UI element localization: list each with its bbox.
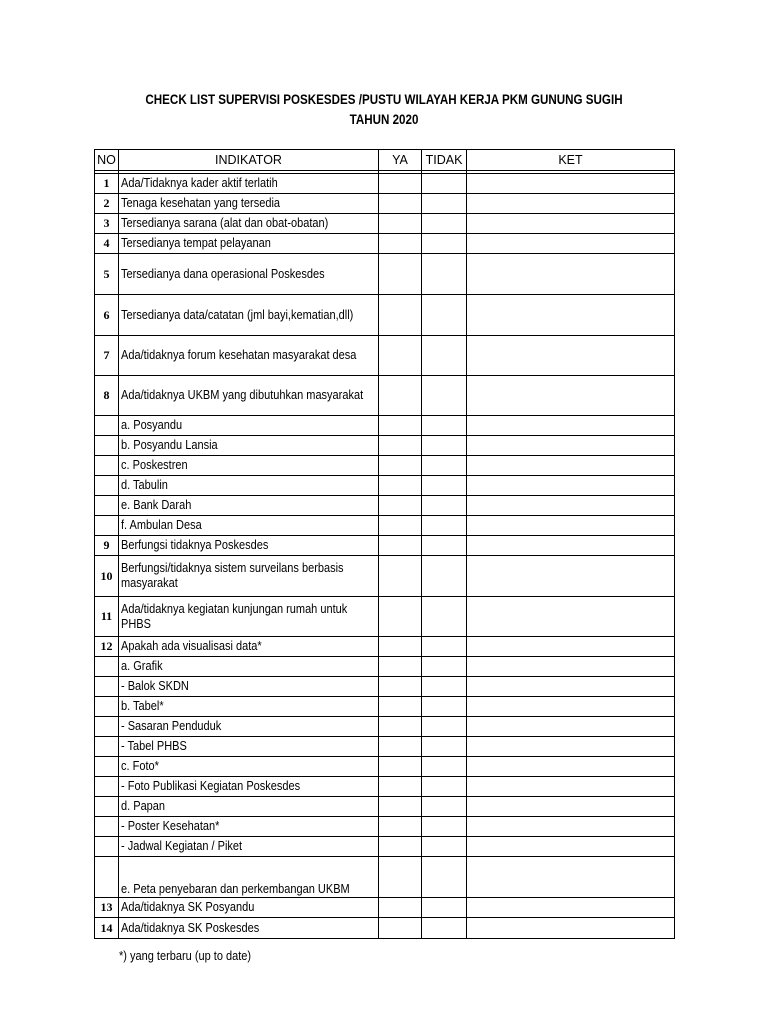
table-row	[95, 254, 675, 295]
table-row	[95, 516, 675, 536]
tidak-cell[interactable]	[422, 556, 467, 597]
indikator-text: Ada/tidaknya SK Poskesdes	[121, 920, 260, 935]
header-no: NO	[95, 150, 119, 171]
row-number: 2	[95, 194, 119, 214]
row-number	[95, 857, 119, 898]
row-number: 1	[95, 174, 119, 194]
row-number: 5	[95, 254, 119, 295]
ket-cell[interactable]	[467, 416, 675, 436]
ya-cell[interactable]	[379, 697, 422, 717]
ket-cell[interactable]	[467, 918, 675, 939]
indikator-text: e. Bank Darah	[121, 498, 192, 512]
ket-cell[interactable]	[467, 234, 675, 254]
row-number	[95, 677, 119, 697]
tidak-cell[interactable]	[422, 777, 467, 797]
row-indikator	[119, 536, 379, 556]
table-row	[95, 837, 675, 857]
table-row	[95, 336, 675, 376]
ket-cell[interactable]	[467, 295, 675, 336]
ket-cell[interactable]	[467, 777, 675, 797]
header-ket: KET	[467, 150, 675, 171]
table-row	[95, 536, 675, 556]
indikator-text: a. Posyandu	[121, 418, 183, 432]
indikator-text: Tersedianya dana operasional Poskesdes	[121, 266, 325, 281]
table-row	[95, 456, 675, 476]
row-number: 8	[95, 376, 119, 416]
row-indikator	[119, 556, 379, 597]
tidak-cell[interactable]	[422, 214, 467, 234]
ket-cell[interactable]	[467, 194, 675, 214]
tidak-cell[interactable]	[422, 898, 467, 918]
indikator-text: - Jadwal Kegiatan / Piket	[121, 839, 243, 853]
indikator-text: b. Posyandu Lansia	[121, 438, 218, 452]
table-row	[95, 436, 675, 456]
tidak-cell[interactable]	[422, 717, 467, 737]
table-row	[95, 214, 675, 234]
table-row	[95, 194, 675, 214]
ket-cell[interactable]	[467, 174, 675, 194]
indikator-text: - Sasaran Penduduk	[121, 719, 222, 733]
indikator-text: Ada/Tidaknya kader aktif terlatih	[121, 176, 278, 190]
row-indikator	[119, 254, 379, 295]
indikator-text: Tersedianya tempat pelayanan	[121, 236, 271, 250]
tidak-cell[interactable]	[422, 697, 467, 717]
tidak-cell[interactable]	[422, 456, 467, 476]
indikator-text: Tersedianya data/catatan (jml bayi,kematian,dll)	[121, 307, 354, 322]
row-number	[95, 717, 119, 737]
row-number	[95, 837, 119, 857]
row-indikator	[119, 416, 379, 436]
ya-cell[interactable]	[379, 657, 422, 677]
table-row	[95, 717, 675, 737]
table-row	[95, 496, 675, 516]
row-number	[95, 757, 119, 777]
ya-cell[interactable]	[379, 295, 422, 336]
ya-cell[interactable]	[379, 677, 422, 697]
tidak-cell[interactable]	[422, 234, 467, 254]
row-indikator	[119, 817, 379, 837]
row-indikator	[119, 918, 379, 939]
table-row	[95, 817, 675, 837]
tidak-cell[interactable]	[422, 797, 467, 817]
tidak-cell[interactable]	[422, 657, 467, 677]
ket-cell[interactable]	[467, 837, 675, 857]
table-row	[95, 777, 675, 797]
ya-cell[interactable]	[379, 376, 422, 416]
table-row	[95, 295, 675, 336]
ya-cell[interactable]	[379, 857, 422, 898]
row-indikator	[119, 194, 379, 214]
row-indikator	[119, 496, 379, 516]
row-indikator	[119, 857, 379, 898]
ket-cell[interactable]	[467, 436, 675, 456]
ket-cell[interactable]	[467, 597, 675, 637]
ket-cell[interactable]	[467, 556, 675, 597]
row-number	[95, 797, 119, 817]
table-row	[95, 797, 675, 817]
ya-cell[interactable]	[379, 797, 422, 817]
row-indikator	[119, 797, 379, 817]
tidak-cell[interactable]	[422, 194, 467, 214]
row-indikator	[119, 637, 379, 657]
ya-cell[interactable]	[379, 194, 422, 214]
document-title: CHECK LIST SUPERVISI POSKESDES /PUSTU WILAYAH KERJA PKM GUNUNG SUGIH	[145, 92, 623, 107]
ket-cell[interactable]	[467, 898, 675, 918]
tidak-cell[interactable]	[422, 637, 467, 657]
indikator-text: Ada/tidaknya forum kesehatan masyarakat desa	[121, 348, 357, 362]
row-number: 10	[95, 556, 119, 597]
ket-cell[interactable]	[467, 516, 675, 536]
tidak-cell[interactable]	[422, 817, 467, 837]
indikator-text: Ada/tidaknya UKBM yang dibutuhkan masyarakat	[121, 388, 364, 402]
row-number	[95, 777, 119, 797]
table-row	[95, 476, 675, 496]
indikator-text: d. Papan	[121, 799, 166, 813]
row-indikator	[119, 476, 379, 496]
tidak-cell[interactable]	[422, 536, 467, 556]
ya-cell[interactable]	[379, 717, 422, 737]
table-header-row	[95, 150, 675, 171]
checklist-table	[94, 149, 675, 939]
indikator-text: Ada/tidaknya kegiatan kunjungan rumah untuk PHBS	[121, 601, 348, 631]
row-indikator	[119, 214, 379, 234]
ya-cell[interactable]	[379, 757, 422, 777]
table-row	[95, 918, 675, 939]
row-number	[95, 516, 119, 536]
row-indikator	[119, 737, 379, 757]
row-indikator	[119, 376, 379, 416]
ya-cell[interactable]	[379, 234, 422, 254]
ket-cell[interactable]	[467, 737, 675, 757]
ya-cell[interactable]	[379, 516, 422, 536]
row-number: 14	[95, 918, 119, 939]
row-number: 9	[95, 536, 119, 556]
row-number	[95, 697, 119, 717]
tidak-cell[interactable]	[422, 918, 467, 939]
indikator-text: Tersedianya sarana (alat dan obat-obatan)	[121, 216, 329, 230]
ket-cell[interactable]	[467, 797, 675, 817]
footnote: *) yang terbaru (up to date)	[119, 949, 252, 963]
ya-cell[interactable]	[379, 254, 422, 295]
row-indikator	[119, 757, 379, 777]
ket-cell[interactable]	[467, 536, 675, 556]
ket-cell[interactable]	[467, 496, 675, 516]
header-indikator: INDIKATOR	[119, 150, 379, 171]
row-number	[95, 476, 119, 496]
indikator-text: c. Foto*	[121, 759, 159, 773]
row-indikator	[119, 717, 379, 737]
table-row	[95, 757, 675, 777]
ket-cell[interactable]	[467, 857, 675, 898]
ket-cell[interactable]	[467, 697, 675, 717]
ket-cell[interactable]	[467, 637, 675, 657]
row-indikator	[119, 456, 379, 476]
indikator-text: - Balok SKDN	[121, 679, 189, 693]
table-row	[95, 416, 675, 436]
tidak-cell[interactable]	[422, 677, 467, 697]
ya-cell[interactable]	[379, 737, 422, 757]
table-row	[95, 174, 675, 194]
ket-cell[interactable]	[467, 456, 675, 476]
tidak-cell[interactable]	[422, 416, 467, 436]
row-indikator	[119, 657, 379, 677]
table-row	[95, 898, 675, 918]
indikator-text: b. Tabel*	[121, 699, 164, 713]
row-number	[95, 817, 119, 837]
ket-cell[interactable]	[467, 214, 675, 234]
table-row	[95, 737, 675, 757]
row-number: 4	[95, 234, 119, 254]
indikator-text: Berfungsi/tidaknya sistem surveilans berbasis masyarakat	[121, 561, 344, 590]
row-indikator	[119, 516, 379, 536]
row-number: 12	[95, 637, 119, 657]
table-row	[95, 697, 675, 717]
tidak-cell[interactable]	[422, 336, 467, 376]
row-indikator	[119, 234, 379, 254]
ya-cell[interactable]	[379, 898, 422, 918]
ket-cell[interactable]	[467, 476, 675, 496]
indikator-text: - Foto Publikasi Kegiatan Poskesdes	[121, 779, 301, 793]
ket-cell[interactable]	[467, 336, 675, 376]
row-indikator	[119, 898, 379, 918]
table-row	[95, 857, 675, 898]
ya-cell[interactable]	[379, 597, 422, 637]
indikator-text: Ada/tidaknya SK Posyandu	[121, 900, 255, 914]
ya-cell[interactable]	[379, 777, 422, 797]
indikator-text: Tenaga kesehatan yang tersedia	[121, 196, 281, 210]
indikator-text: f. Ambulan Desa	[121, 518, 202, 532]
row-indikator	[119, 295, 379, 336]
indikator-text: a. Grafik	[121, 659, 163, 673]
tidak-cell[interactable]	[422, 737, 467, 757]
tidak-cell[interactable]	[422, 597, 467, 637]
tidak-cell[interactable]	[422, 376, 467, 416]
row-indikator	[119, 677, 379, 697]
row-number: 7	[95, 336, 119, 376]
indikator-text: d. Tabulin	[121, 478, 168, 492]
table-body	[95, 174, 675, 939]
ket-cell[interactable]	[467, 376, 675, 416]
tidak-cell[interactable]	[422, 436, 467, 456]
header-tidak: TIDAK	[422, 150, 467, 171]
ya-cell[interactable]	[379, 476, 422, 496]
ket-cell[interactable]	[467, 677, 675, 697]
document-year: TAHUN 2020	[349, 112, 419, 127]
row-number: 3	[95, 214, 119, 234]
row-indikator	[119, 174, 379, 194]
tidak-cell[interactable]	[422, 857, 467, 898]
table-row	[95, 597, 675, 637]
ket-cell[interactable]	[467, 817, 675, 837]
ya-cell[interactable]	[379, 817, 422, 837]
ya-cell[interactable]	[379, 214, 422, 234]
indikator-text: c. Poskestren	[121, 458, 188, 472]
row-number	[95, 657, 119, 677]
tidak-cell[interactable]	[422, 496, 467, 516]
indikator-text: - Poster Kesehatan*	[121, 819, 220, 833]
row-indikator	[119, 597, 379, 637]
row-indikator	[119, 837, 379, 857]
ket-cell[interactable]	[467, 254, 675, 295]
row-indikator	[119, 436, 379, 456]
table-row	[95, 556, 675, 597]
table-row	[95, 677, 675, 697]
ya-cell[interactable]	[379, 556, 422, 597]
ya-cell[interactable]	[379, 336, 422, 376]
tidak-cell[interactable]	[422, 476, 467, 496]
row-number	[95, 416, 119, 436]
indikator-text: - Tabel PHBS	[121, 739, 187, 753]
ket-cell[interactable]	[467, 657, 675, 677]
table-row	[95, 657, 675, 677]
row-indikator	[119, 697, 379, 717]
ket-cell[interactable]	[467, 717, 675, 737]
ya-cell[interactable]	[379, 918, 422, 939]
ya-cell[interactable]	[379, 436, 422, 456]
row-indikator	[119, 336, 379, 376]
tidak-cell[interactable]	[422, 837, 467, 857]
row-number: 6	[95, 295, 119, 336]
ya-cell[interactable]	[379, 174, 422, 194]
ya-cell[interactable]	[379, 456, 422, 476]
tidak-cell[interactable]	[422, 174, 467, 194]
table-row	[95, 234, 675, 254]
ya-cell[interactable]	[379, 496, 422, 516]
row-number: 11	[95, 597, 119, 637]
row-indikator	[119, 777, 379, 797]
tidak-cell[interactable]	[422, 254, 467, 295]
row-number	[95, 496, 119, 516]
tidak-cell[interactable]	[422, 757, 467, 777]
row-number: 13	[95, 898, 119, 918]
table-row	[95, 376, 675, 416]
indikator-text: Berfungsi tidaknya Poskesdes	[121, 538, 269, 552]
indikator-text: e. Peta penyebaran dan perkembangan UKBM	[121, 882, 350, 896]
row-number	[95, 737, 119, 757]
ya-cell[interactable]	[379, 536, 422, 556]
ya-cell[interactable]	[379, 416, 422, 436]
tidak-cell[interactable]	[422, 295, 467, 336]
ya-cell[interactable]	[379, 837, 422, 857]
header-ya: YA	[379, 150, 422, 171]
table-row	[95, 637, 675, 657]
row-number	[95, 436, 119, 456]
row-number	[95, 456, 119, 476]
tidak-cell[interactable]	[422, 516, 467, 536]
indikator-text: Apakah ada visualisasi data*	[121, 639, 262, 653]
ya-cell[interactable]	[379, 637, 422, 657]
ket-cell[interactable]	[467, 757, 675, 777]
